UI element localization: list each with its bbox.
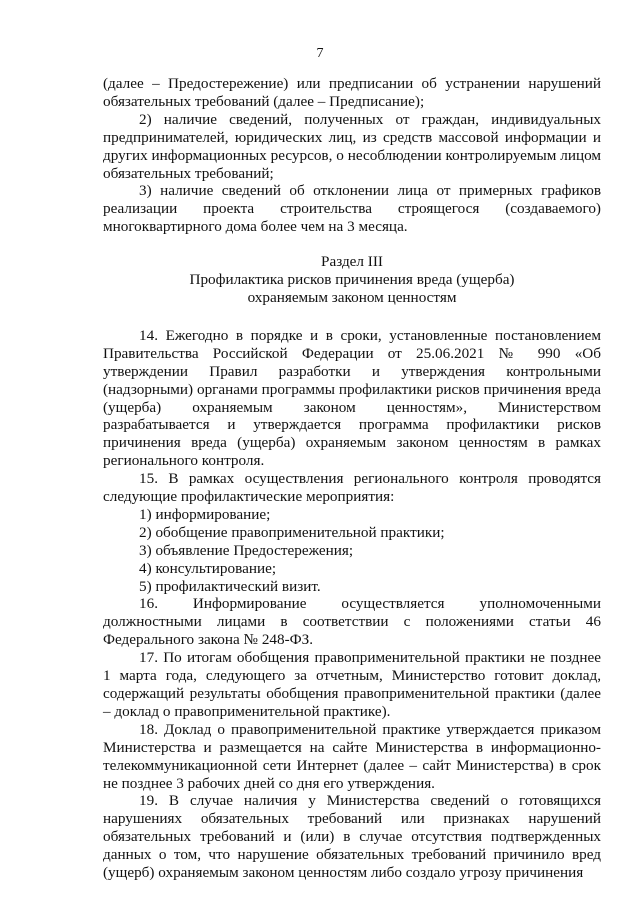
paragraph: 5) профилактический визит. [139,577,321,595]
section-heading: охраняемым законом ценностям [247,288,457,306]
paragraph: 1) информирование; [139,505,271,523]
paragraph: 15. В рамках осуществления регионального контроля проводятся следующие профилактические мероприятия: [103,470,601,506]
paragraph: 2) наличие сведений, полученных от граждан, индивидуальных предпринимателей, юридических лиц, из средств массовой информации и других информационных ресурсов, о несоблюдении контролируемым лицом обязательных требований; [103,110,601,182]
document-body [103,75,601,882]
paragraph: 19. В случае наличия у Министерства сведений о готовящихся нарушениях обязательных требований или признаках нарушений обязательных требований и (или) в случае отсутствия подтвержденных данных о том, что нарушение обязательных требований причинило вред (ущерб) охраняемым законом ценностям либо создало угрозу причинения [103,792,601,882]
paragraph: 4) консультирование; [139,559,277,577]
paragraph: (далее – Предостережение) или предписании об устранении нарушений обязательных требований (далее – Предписание); [103,75,601,110]
page-number: 7 [316,46,324,61]
paragraph: 18. Доклад о правоприменительной практике утверждается приказом Министерства и размещается на сайте Министерства в информационно-телекоммуникационной сети Интернет (далее – сайт Министерства) в срок не позднее 3 рабочих дней со дня его утверждения. [103,720,601,792]
section-heading: Раздел III [321,253,383,271]
paragraph: 3) объявление Предостережения; [139,541,354,559]
spacer [103,236,601,253]
paragraph: 3) наличие сведений об отклонении лица от примерных графиков реализации проекта строительства строящегося (создаваемого) многоквартирного дома более чем на 3 месяца. [103,182,601,236]
paragraph: 14. Ежегодно в порядке и в сроки, установленные постановлением Правительства Российской Федерации от 25.06.2021 № 990 «Об утверждении Правил разработки и утверждения контрольными (надзорными) органами программы профилактики рисков причинения вреда (ущерба) охраняемым законом ценностям», Министерством разрабатывается и утверждается программа профилактики рисков причинения вреда (ущерба) охраняемым законом ценностям в рамках регионального контроля. [103,326,601,470]
paragraph: 16. Информирование осуществляется уполномоченными должностными лицами в соответствии с положениями статьи 46 Федерального закона № 248-ФЗ. [103,595,601,649]
section-heading: Профилактика рисков причинения вреда (ущерба) [189,271,515,289]
paragraph: 17. По итогам обобщения правоприменительной практики не позднее 1 марта года, следующего за отчетным, Министерство готовит доклад, содержащий результаты обобщения правоприменительной практики (далее – доклад о правоприменительной практике). [103,649,601,720]
paragraph: 2) обобщение правоприменительной практики; [139,523,445,541]
spacer [103,307,601,327]
